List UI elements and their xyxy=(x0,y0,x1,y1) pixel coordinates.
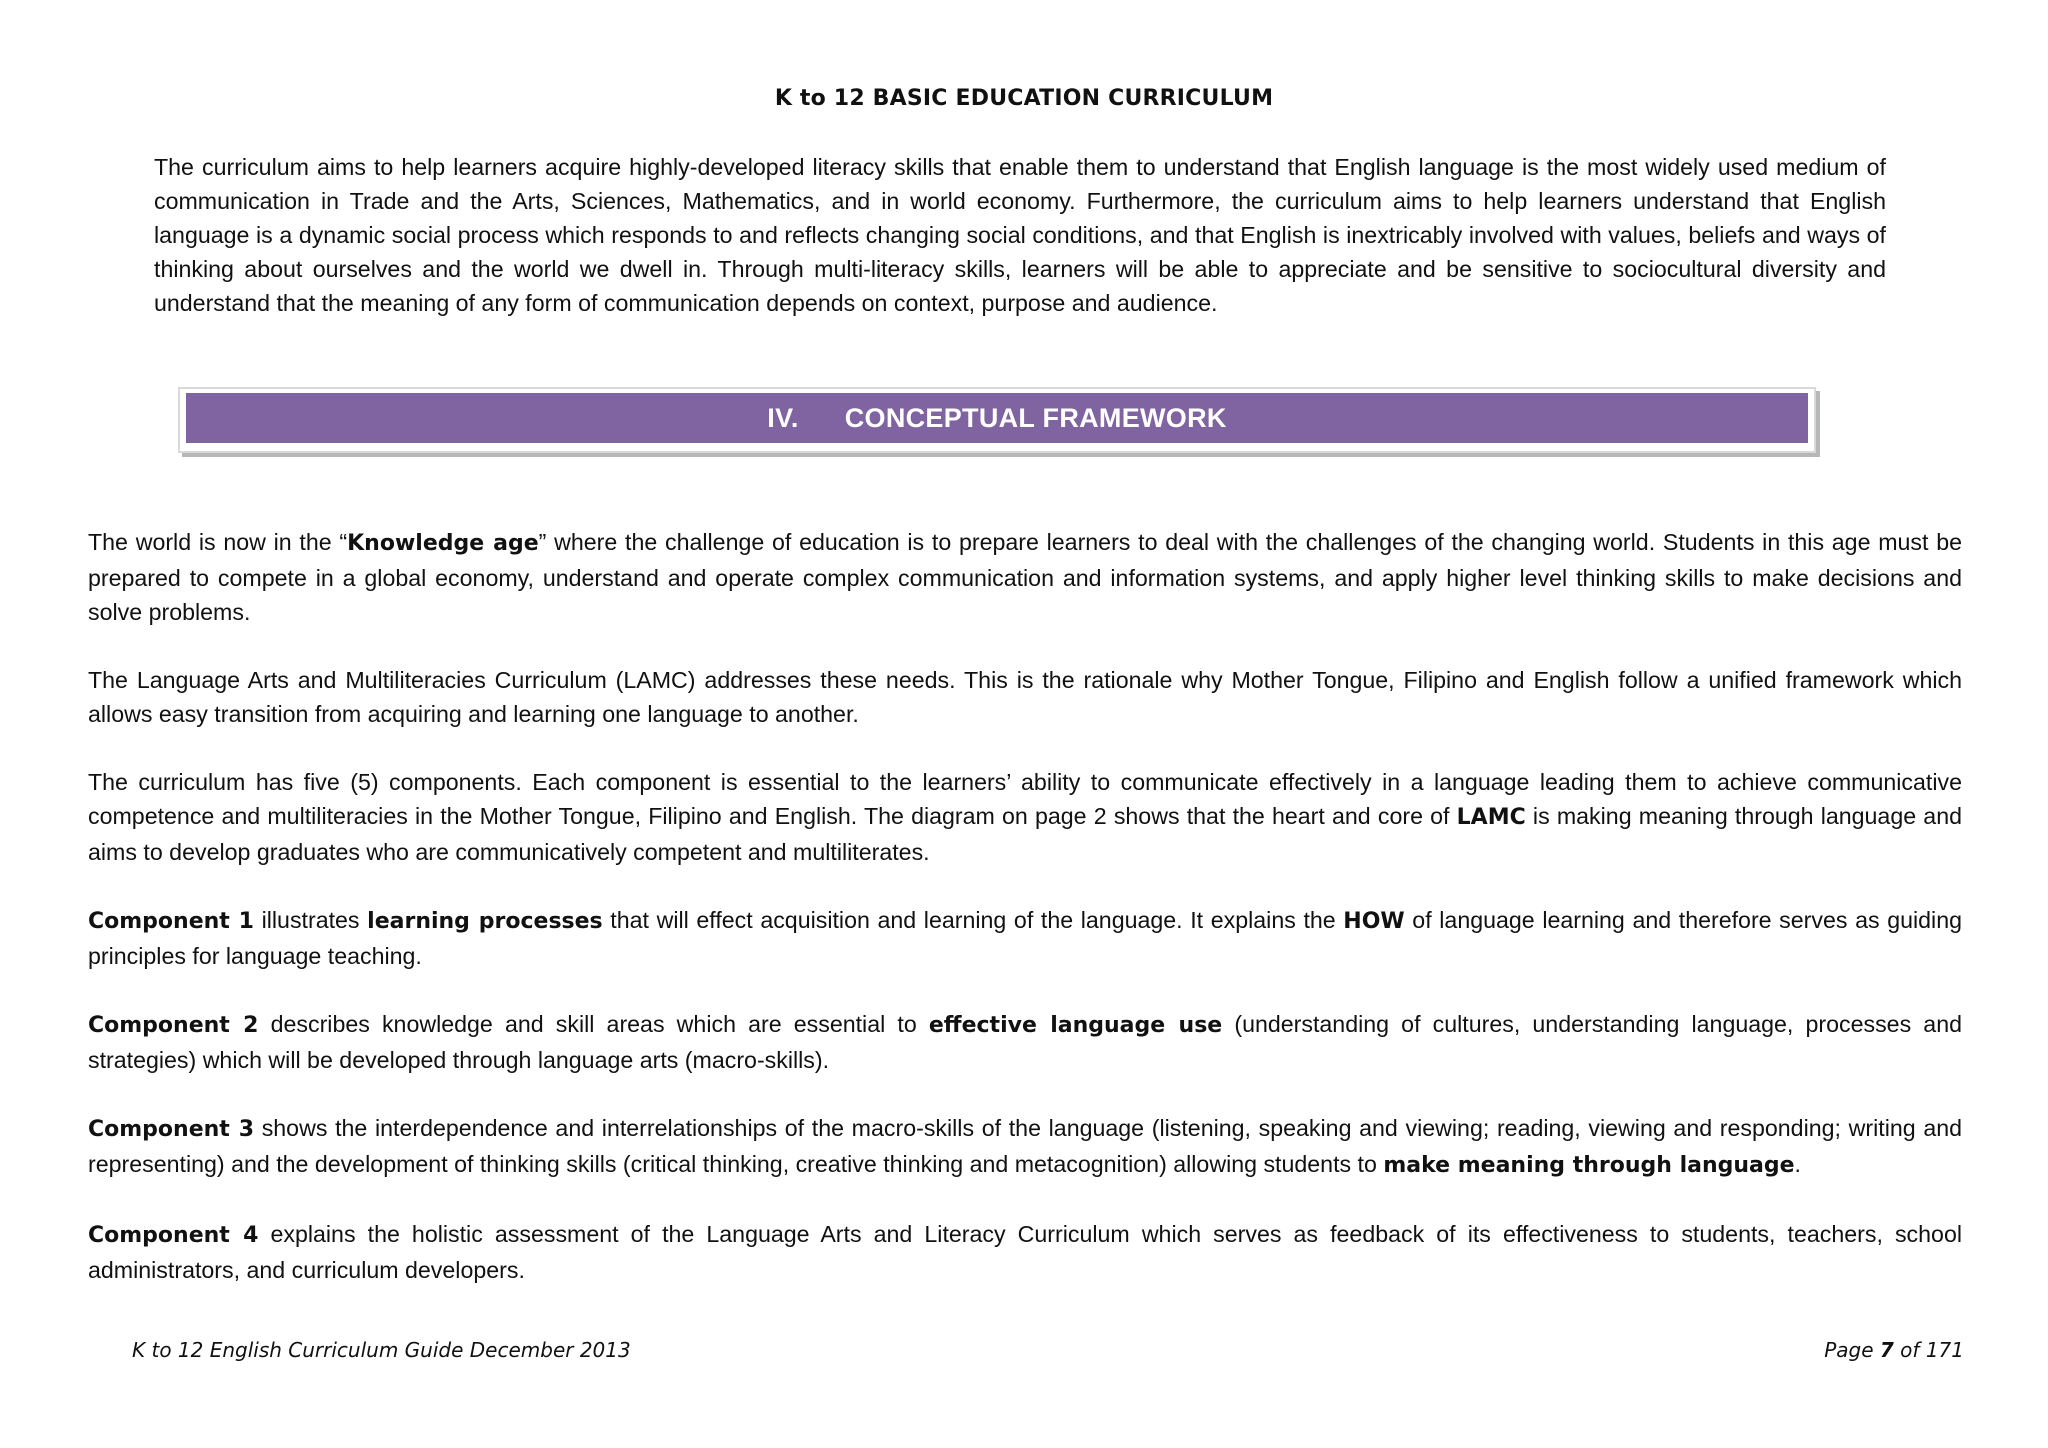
component-1-bold: HOW xyxy=(1343,909,1405,934)
paragraph-components-overview xyxy=(88,765,1962,869)
current-page: 7 xyxy=(1879,1338,1894,1362)
p3-bold: LAMC xyxy=(1456,805,1526,830)
component-2-text: (understanding of cultures, understanding language, processes and strategies) which will be developed through language arts (macro-skills). xyxy=(88,1011,1962,1073)
paragraph-component-1 xyxy=(88,903,1962,973)
component-2-label: Component 2 xyxy=(88,1013,259,1038)
paragraph-component-2 xyxy=(88,1007,1962,1077)
component-1-text: that will effect acquisition and learning of the language. It explains the xyxy=(602,907,1344,933)
section-number: IV. xyxy=(767,402,799,433)
p1-bold: Knowledge age xyxy=(347,531,539,556)
component-3-label: Component 3 xyxy=(88,1117,255,1142)
page-prefix: Page xyxy=(1824,1338,1880,1362)
component-3-text: shows the interdependence and interrelationships of the macro-skills of the language (listening, speaking and viewing; reading, viewing and responding; writing and representing) and the development of thinking skills (critical thinking, creative thinking and metacognition) allowing students to xyxy=(88,1115,1963,1177)
component-1-label: Component 1 xyxy=(88,909,254,934)
component-1-text: illustrates xyxy=(253,907,368,933)
component-1-text: of language learning and therefore serves as guiding principles for language teaching. xyxy=(88,907,1962,969)
section-banner-fill xyxy=(186,393,1808,443)
component-2-bold: effective language use xyxy=(928,1013,1223,1038)
paragraph-component-3 xyxy=(88,1111,1962,1183)
p3-text-before: The curriculum has five (5) components. Each component is essential to the learners’ ability to communicate effectively in a language leading them to achieve communicative competence and multiliteracies in the Mother Tongue, Filipino and English. The diagram on page 2 shows that the heart and core of xyxy=(88,769,1962,829)
page-total: of 171 xyxy=(1893,1338,1964,1362)
document-header: K to 12 BASIC EDUCATION CURRICULUM xyxy=(774,86,1274,111)
p1-text-before: The world is now in the “ xyxy=(88,529,348,555)
footer-page-number xyxy=(1824,1338,1964,1362)
body-text xyxy=(88,525,1962,1321)
intro-paragraph: The curriculum aims to help learners acquire highly-developed literacy skills that enable them to understand that English language is the most widely used medium of communication in Trade and the Arts, Sciences, Mathematics, and in world economy. Furthermore, the curriculum aims to help learners understand that English language is a dynamic social process which responds to and reflects changing social conditions, and that English is inextricably involved with values, beliefs and ways of thinking about ourselves and the world we dwell in. Through multi-literacy skills, learners will be able to appreciate and be sensitive to sociocultural diversity and understand that the meaning of any form of communication depends on context, purpose and audience. xyxy=(154,154,1886,316)
p3-text-after: is making meaning through language and aims to develop graduates who are communicatively competent and multiliterates. xyxy=(88,803,1962,865)
p1-text-after: ” where the challenge of education is to prepare learners to deal with the challenges of the changing world. Students in this age must be prepared to compete in a global economy, understand and operate complex communication and information systems, and apply higher level thinking skills to make decisions and solve problems. xyxy=(88,529,1962,625)
component-1-bold: learning processes xyxy=(367,909,603,934)
component-4-label: Component 4 xyxy=(88,1223,259,1248)
component-2-text: describes knowledge and skill areas which are essential to xyxy=(258,1011,929,1037)
component-3-text: . xyxy=(1794,1151,1801,1177)
section-banner xyxy=(178,387,1816,453)
footer-document-title: K to 12 English Curriculum Guide December 2013 xyxy=(132,1338,631,1362)
component-4-text: explains the holistic assessment of the Language Arts and Literacy Curriculum which serves as feedback of its effectiveness to students, teachers, school administrators, and curriculum developers. xyxy=(88,1221,1962,1283)
paragraph-lamc-needs: The Language Arts and Multiliteracies Curriculum (LAMC) addresses these needs. This is the rationale why Mother Tongue, Filipino and English follow a unified framework which allows easy transition from acquiring and learning one language to another. xyxy=(88,667,1962,727)
section-title: CONCEPTUAL FRAMEWORK xyxy=(844,402,1227,433)
paragraph-component-4 xyxy=(88,1217,1962,1287)
component-3-bold: make meaning through language xyxy=(1383,1153,1795,1178)
paragraph-knowledge-age xyxy=(88,525,1962,629)
